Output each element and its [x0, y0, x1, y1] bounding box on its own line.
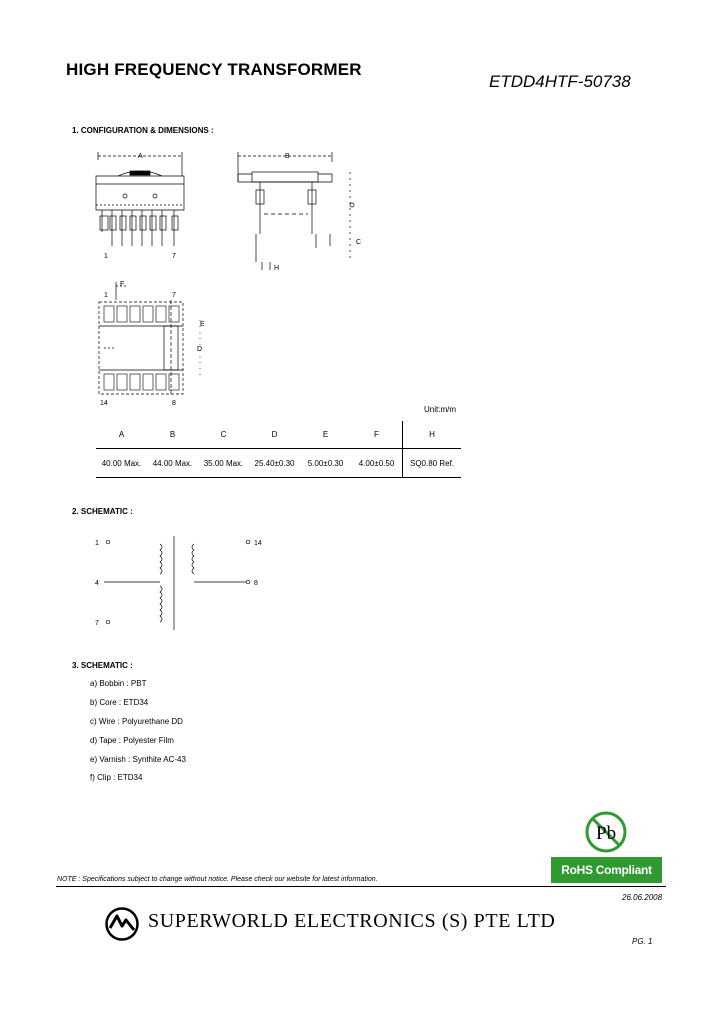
dim-label-f: F	[120, 281, 125, 288]
pb-free-icon	[584, 810, 628, 854]
bottom-pin1-label: 1	[104, 292, 108, 299]
schematic-pin-4: 4	[95, 580, 99, 587]
material-bobbin: a) Bobbin : PBT	[90, 679, 147, 688]
part-number: ETDD4HTF-50738	[489, 72, 631, 91]
schematic-pin-14: 14	[254, 540, 262, 547]
table-header-c: C	[198, 421, 249, 449]
dim-label-e: E	[200, 321, 205, 328]
table-header-h: H	[403, 421, 462, 449]
bottom-pin14-label: 14	[100, 400, 108, 407]
table-cell-d: 25.40±0.30	[249, 449, 300, 478]
front-view-drawing	[96, 152, 184, 246]
front-pin7-label: 7	[172, 253, 176, 260]
table-header-a: A	[96, 421, 147, 449]
page-number: PG. 1	[632, 937, 653, 946]
table-cell-f: 4.00±0.50	[351, 449, 403, 478]
section-configuration-heading: 1. CONFIGURATION & DIMENSIONS :	[72, 126, 214, 135]
bottom-pin7-label: 7	[172, 292, 176, 299]
table-cell-c: 35.00 Max.	[198, 449, 249, 478]
footer-note: NOTE : Specifications subject to change without notice. Please check our website for latest information.	[57, 876, 378, 883]
rohs-compliant-badge: RoHS Compliant	[551, 857, 662, 883]
table-header-d: D	[249, 421, 300, 449]
material-varnish: e) Varnish : Synthite AC-43	[90, 755, 186, 764]
unit-label: Unit:m/m	[424, 405, 456, 414]
dim-label-b: B	[285, 153, 290, 160]
company-name: SUPERWORLD ELECTRONICS (S) PTE LTD	[148, 910, 556, 932]
dimensions-table	[96, 421, 461, 478]
document-title: HIGH FREQUENCY TRANSFORMER	[66, 60, 362, 79]
dim-label-c: C	[356, 239, 362, 246]
dim-label-d: D	[197, 346, 203, 353]
bottom-view-drawing	[99, 282, 203, 396]
schematic-pin-7: 7	[95, 620, 99, 627]
table-header-row	[96, 421, 461, 449]
table-header-e: E	[300, 421, 351, 449]
schematic-pin-1: 1	[95, 540, 99, 547]
schematic-pin-8: 8	[254, 580, 258, 587]
table-header-b: B	[147, 421, 198, 449]
table-cell-a: 40.00 Max.	[96, 449, 147, 478]
document-date: 26.06.2008	[622, 893, 663, 902]
table-cell-e: 5.00±0.30	[300, 449, 351, 478]
company-logo-icon	[104, 906, 140, 942]
dim-label-a: A	[138, 153, 143, 160]
bottom-pin8-label: 8	[172, 400, 176, 407]
section-schematic-heading: 2. SCHEMATIC :	[72, 507, 133, 516]
table-cell-b: 44.00 Max.	[147, 449, 198, 478]
pb-symbol-text: Pb	[596, 823, 617, 844]
front-pin1-label: 1	[104, 253, 108, 260]
material-clip: f) Clip : ETD34	[90, 773, 143, 782]
material-wire: c) Wire : Polyurethane DD	[90, 717, 183, 726]
material-core: b) Core : ETD34	[90, 698, 149, 707]
table-cell-h: SQ0.80 Ref.	[403, 449, 462, 478]
table-header-f: F	[351, 421, 403, 449]
table-row	[96, 449, 461, 478]
section-materials-heading: 3. SCHEMATIC :	[72, 661, 133, 670]
side-view-drawing	[238, 152, 354, 270]
footer-divider	[56, 886, 666, 887]
dim-label-h: H	[274, 265, 280, 272]
material-tape: d) Tape : Polyester Film	[90, 736, 174, 745]
